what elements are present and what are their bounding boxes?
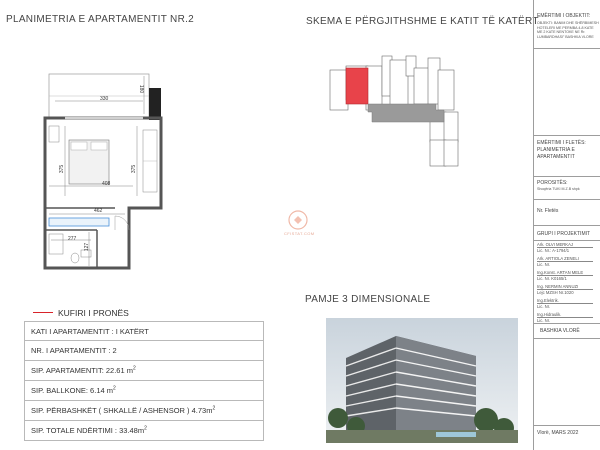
dim-bath-width: 277 bbox=[68, 236, 77, 242]
highlighted-apartment bbox=[346, 68, 368, 104]
info-row-balcony: SIP. BALLKONE: 6.14 $m^2$ bbox=[24, 381, 264, 401]
floor-plan-title: PLANIMETRIA E APARTAMENTIT NR.2 bbox=[6, 14, 195, 25]
render-title: PAMJE 3 DIMENSIONALE bbox=[305, 294, 431, 305]
design-group-label: GRUPI I PROJEKTIMIT bbox=[537, 231, 591, 237]
sheet-name-label: EMËRTIMI I FLETËS: bbox=[537, 140, 586, 146]
property-line-label: KUFIRI I PRONËS bbox=[58, 308, 129, 318]
dim-bath-depth: 127 bbox=[84, 242, 91, 252]
sheet-number-label: Nr. Fletës bbox=[537, 208, 559, 214]
municipality-label: BASHKIA VLORË bbox=[540, 328, 580, 334]
sheet-name-line: APARTAMENTIT bbox=[537, 154, 575, 160]
structural-column bbox=[149, 88, 161, 120]
render-image bbox=[326, 318, 518, 443]
key-plan-drawing bbox=[326, 50, 466, 170]
designer-6: Ing.Hidraulik. Lic. Nr. bbox=[537, 312, 593, 323]
dim-bedroom-width: 408 bbox=[102, 181, 111, 187]
object-name-line: OBJEKTI: BANIM DHE SHËRBIMESH bbox=[537, 21, 599, 25]
designer-2: Ark. ARTIOLA ZENELI Lic. Nr. bbox=[537, 256, 593, 267]
info-row-common: SIP. PËRBASHKËT ( SHKALLË / ASHENSOR ) $4.73m^2$ bbox=[24, 401, 264, 421]
dim-balcony-width: 330 bbox=[100, 96, 109, 102]
info-row-area: SIP. APARTAMENTIT: 22.61 $m^2$ bbox=[24, 361, 264, 381]
watermark-text: CFISTAT.COM bbox=[284, 231, 315, 236]
core-corridor bbox=[368, 104, 444, 122]
sheet-name-line: PLANIMETRIA E bbox=[537, 147, 575, 153]
client-value: Shoqëria TUKI M.Z.B shpk bbox=[537, 187, 580, 191]
toilet bbox=[71, 253, 79, 263]
designer-1: Ark. OLVI MERKAJ Lic. Nr.: A-1794/1 bbox=[537, 242, 593, 253]
object-name-line: HOTELERI ME PERMBA 4-8 KATE bbox=[537, 25, 594, 30]
shower bbox=[49, 234, 63, 254]
object-name-line: ME 2 KATE NENTOKE NE Rr. bbox=[537, 30, 586, 34]
watermark-logo-icon bbox=[288, 210, 308, 230]
dim-balcony-depth: 180 bbox=[138, 84, 145, 94]
info-row-floor: KATI I APARTAMENTIT : I KATËRT bbox=[24, 321, 264, 341]
dim-hall-width: 462 bbox=[94, 208, 103, 214]
info-row-total: SIP. TOTALE NDËRTIMI : $33.48m^2$ bbox=[24, 421, 264, 441]
date-label: Vlorë, MARS 2022 bbox=[537, 430, 579, 436]
property-line-swatch bbox=[33, 312, 53, 313]
key-plan-title: SKEMA E PËRGJITHSHME E KATIT TË KATËRT bbox=[306, 16, 539, 27]
object-name-label: EMËRTIMI I OBJEKTIT: bbox=[537, 13, 591, 19]
designer-5: Ing.Elektrik. Lic. Nr. bbox=[537, 298, 593, 309]
client-label: POROSITËS: bbox=[537, 180, 568, 186]
dim-bedroom-height: 375 bbox=[59, 164, 66, 174]
info-row-number: NR. I APARTAMENTIT : 2 bbox=[24, 341, 264, 361]
designer-3: Ing.Konst. ARTAN MELE Lic. Nr. K0165/1 bbox=[537, 270, 593, 281]
object-name-line: LUMBARDHASI" BASHKIA VLORE bbox=[537, 34, 594, 39]
dim-bedroom-height-right: 375 bbox=[131, 164, 138, 174]
kitchen-counter bbox=[49, 218, 109, 226]
designer-4: Ing. NERMIN ANNUZI Lejc MZSH Nr.1020 bbox=[537, 284, 593, 295]
